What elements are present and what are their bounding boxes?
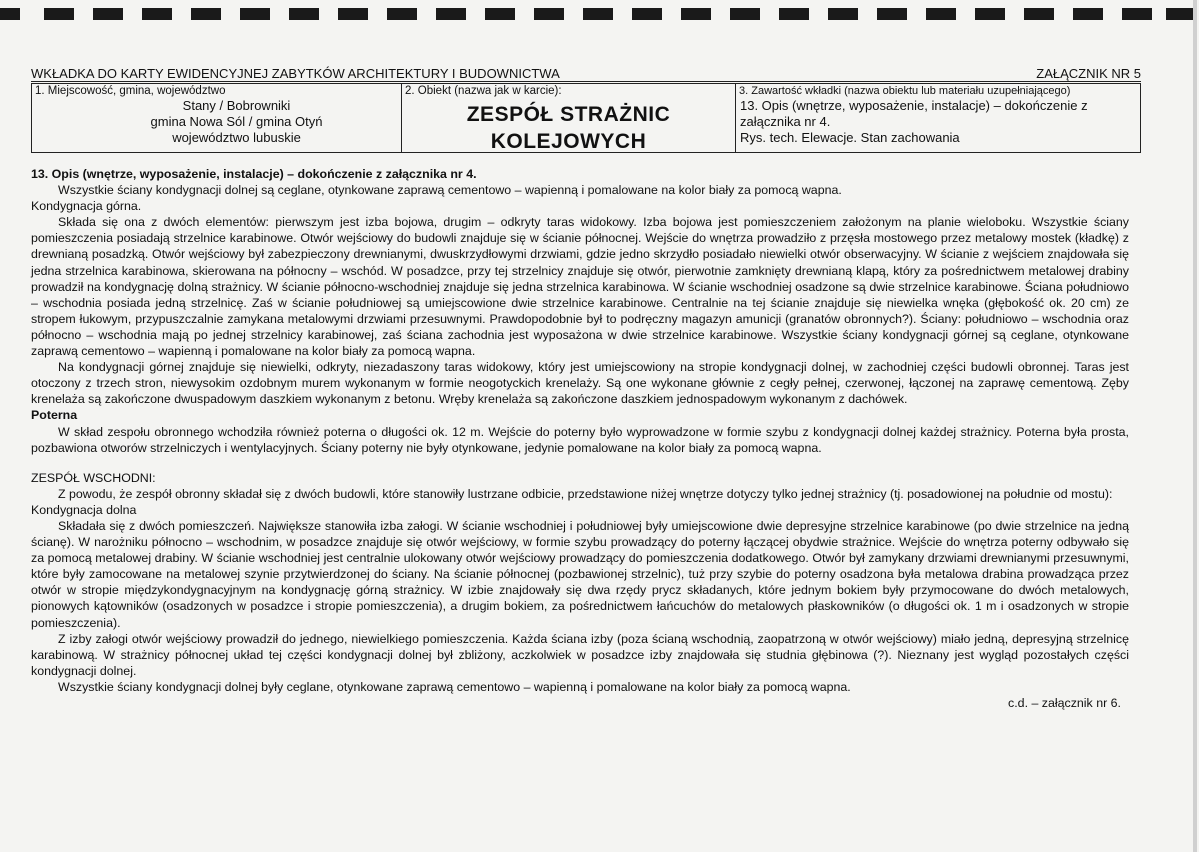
binding-hole [730, 8, 760, 20]
binding-hole [240, 8, 270, 20]
binding-hole [436, 8, 466, 20]
binding-holes [0, 8, 1199, 22]
object-label: 2. Obiekt (nazwa jak w karcie): [405, 85, 562, 97]
binding-hole [142, 8, 172, 20]
form-header [31, 66, 1141, 82]
location-label: 1. Miejscowość, gmina, województwo [35, 85, 226, 97]
form-title: WKŁADKA DO KARTY EWIDENCYJNEJ ZABYTKÓW ARCHITEKTURY I BUDOWNICTWA [31, 66, 560, 81]
binding-hole [1122, 8, 1152, 20]
description-body [31, 166, 1129, 711]
subheading-upper-floor: Kondygnacja górna. [31, 199, 142, 214]
content-line: załącznika nr 4. [740, 114, 831, 129]
object-name [402, 101, 735, 155]
paragraph: Z powodu, że zespół obronny składał się z dwóch budowli, które stanowiły lustrzane odbicie, przedstawione niżej wnętrze dotyczy tylko jednej strażnicy (tj. posadowionej na południe od mostu): [58, 486, 1113, 501]
binding-hole [681, 8, 711, 20]
binding-hole [632, 8, 662, 20]
subheading-lower-floor: Kondygnacja dolna [31, 502, 137, 517]
section-heading: 13. Opis (wnętrze, wyposażenie, instalacje) – dokończenie z załącznika nr 4. [31, 167, 477, 181]
binding-hole [583, 8, 613, 20]
paragraph: Na kondygnacji górnej znajduje się niewielki, odkryty, niezadaszony taras widokowy, który jest umiejscowiony na stropie kondygnacji dolnej, w zachodniej części budowli obronnej. Taras jest otoczony z trzech stron, niewysokim ozdobnym murem wykonanym w formie neogotyckich krenelaży. Są one wykonane głównie z cegły pełnej, czerwonej, łączonej na zaprawę cementową. Zęby krenelaża są zakończone dwuspadowym daszkiem wykonanym z betonu. Wręby krenelaża są zakończone daszkiem jednospadowym wykonanym z dachówek. [31, 360, 1129, 407]
binding-hole [93, 8, 123, 20]
paragraph: Składała się z dwóch pomieszczeń. Największe stanowiła izba załogi. W ścianie wschodniej i południowej były umiejscowione dwie depresyjne strzelnice karabinowe (po dwie strzelnice na jedną ścianę). W narożniku północno – wschodnim, w posadzce znajduje się otwór wejściowy, w formie szybu prowadzący do poterny łączącej obydwie strażnice. Wejście do wnętrza poterny odbywało się za pomocą metalowej drabiny. W ścianie wschodniej jest centralnie ulokowany otwór wejściowy prowadzący do pomieszczenia dodatkowego. Otwór był zamykany drzwiami drewnianymi przesuwnymi, które były zamocowane na metalowej szynie przytwierdzonej do ściany. Na ścianie północnej (pozbawionej strzelnic), tuż przy szybie do poterny osadzona była metalowa drabina prowadząca przez otwór w stropie międzykondygnacyjnym na kondygnację górną strażnicy. W izbie znajdowały się dwa rzędy prycz składanych, które jednym bokiem były przymocowane do dwóch metalowych, pionowych kątowników (osadzonych w posadzce i stropie pomieszczenia), a drugim bokiem, za pośrednictwem łańcuchów do metalowych płaskowników (o długości ok. 1 m i osadzonych w stropie pomieszczenia). [31, 518, 1129, 630]
attachment-number: ZAŁĄCZNIK NR 5 [1036, 66, 1141, 81]
binding-hole [975, 8, 1005, 20]
continuation-note: c.d. – załącznik nr 6. [1008, 696, 1121, 710]
binding-hole [828, 8, 858, 20]
paragraph: Wszystkie ściany kondygnacji dolnej były ceglane, otynkowane zaprawą cementowo – wapienną i pomalowane na kolor biały za pomocą wapna. [58, 679, 851, 694]
binding-hole [926, 8, 956, 20]
binding-hole [289, 8, 319, 20]
object-name-line: ZESPÓŁ STRAŻNIC [466, 103, 671, 126]
object-box [401, 83, 736, 153]
binding-hole [191, 8, 221, 20]
location-line: gmina Nowa Sól / gmina Otyń [150, 114, 323, 129]
paragraph: W skład zespołu obronnego wchodziła również poterna o długości ok. 12 m. Wejście do poterny było wyprowadzone w formie szybu z kondygnacji dolnej każdej strażnicy. Poterna była prosta, pozbawiona otworów strzelniczych i wentylacyjnych. Ściany poterny nie były otynkowane, jedynie pomalowane na kolor biały za pomocą wapna. [31, 424, 1129, 455]
content-value [740, 98, 1088, 146]
binding-hole [534, 8, 564, 20]
location-value [32, 98, 401, 146]
content-label: 3. Zawartość wkładki (nazwa obiektu lub materiału uzupełniającego) [739, 85, 1071, 97]
binding-hole [877, 8, 907, 20]
content-line: Rys. tech. Elewacje. Stan zachowania [740, 130, 960, 145]
paragraph: Z izby załogi otwór wejściowy prowadził do jednego, niewielkiego pomieszczenia. Każda ściana izby (poza ścianą wschodnią, zaopatrzoną w otwór wejściowy) miało jedną, depresyjną strzelnicę karabinową. W strażnicy północnej układ tej części kondygnacji dolnej był zbliżony, aczkolwiek w posadzce izby znajdowała się studnia głębinowa (?). Nieznany jest wygląd pozostałych części kondygnacji dolnej. [31, 631, 1129, 678]
location-line: Stany / Bobrowniki [182, 98, 291, 113]
binding-hole [0, 8, 20, 20]
content-box [735, 83, 1141, 153]
page-edge [1193, 0, 1197, 852]
location-line: województwo lubuskie [172, 130, 301, 145]
binding-hole [1024, 8, 1054, 20]
subheading-east-complex: ZESPÓŁ WSCHODNI: [31, 470, 156, 485]
paragraph: Składa się ona z dwóch elementów: pierwszym jest izba bojowa, drugim – odkryty taras widokowy. Izba bojowa jest pomieszczeniem założonym na planie wieloboku. Wszystkie ściany pomieszczenia posiadają strzelnice karabinowe. Otwór wejściowy do budowli znajduje się w ścianie północnej. Wejście do wnętrza prowadziło z przęsła mostowego przez metalowy mostek (kładkę) z drewnianą posadzką. Otwór wejściowy był zabezpieczony drewnianymi, dwuskrzydłowymi drzwiami, gdzie jedno skrzydło posiadało niewielki otwór obserwacyjny. W ścianie z wejściem znajdowała się jedna strzelnica karabinowa, skierowana na północny – wschód. W posadzce, przy tej strzelnicy znajduje się otwór, pierwotnie zamknięty drewnianą klapą, który za pośrednictwem metalowej drabiny prowadził na kondygnację dolną strażnicy. W ścianie północno-wschodniej znajduje się jedna strzelnica karabinowa. W ścianie wschodniej osadzone są dwie strzelnice karabinowe. Ściana południowo – wschodnia posiada jedną strzelnicę. Zaś w ścianie południowej są umiejscowione dwie strzelnice karabinowe. Centralnie na tej ścianie znajduje się niewielka wnęka (głębokość ok. 20 cm) ze stropem łukowym, przypuszczalnie zamykana metalowymi drzwiami przesuwnymi. Prawdopodobnie był to podręczny magazyn amunicji (granatów obronnych?). Ściany: południowo – wschodnia oraz północno – wschodnia mają po jednej strzelnicy karabinowej, zaś ściana zachodnia jest wyposażona w dwie strzelnice karabinowe. Wszystkie ściany kondygnacji górnej są ceglane, otynkowane zaprawą cementowo – wapienną i pomalowane na kolor biały za pomocą wapna. [31, 215, 1129, 359]
binding-hole [338, 8, 368, 20]
binding-hole [387, 8, 417, 20]
binding-hole [779, 8, 809, 20]
object-name-line: KOLEJOWYCH [490, 130, 647, 153]
paragraph: Wszystkie ściany kondygnacji dolnej są ceglane, otynkowane zaprawą cementowo – wapienną i pomalowane na kolor biały za pomocą wapna. [58, 183, 842, 198]
binding-hole [44, 8, 74, 20]
binding-hole [1073, 8, 1103, 20]
subheading-poterna: Poterna [31, 408, 78, 423]
location-box [31, 83, 402, 153]
binding-hole [485, 8, 515, 20]
binding-hole [1166, 8, 1196, 20]
content-line: 13. Opis (wnętrze, wyposażenie, instalacje) – dokończenie z [740, 98, 1088, 113]
